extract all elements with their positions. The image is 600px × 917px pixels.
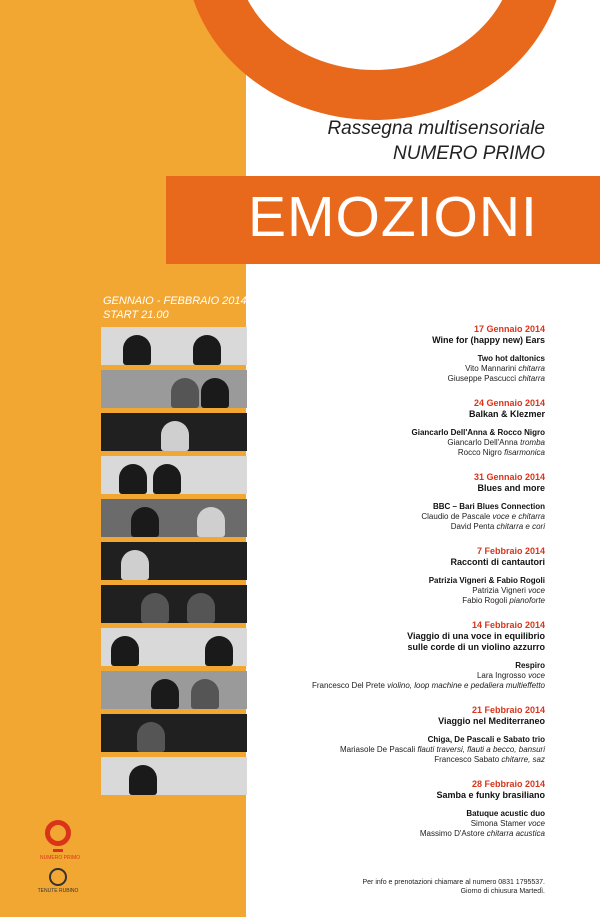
event-item <box>215 705 545 765</box>
event-performer: Vito Mannarini chitarra <box>465 364 545 373</box>
event-performer: Giancarlo Dell'Anna tromba <box>447 438 545 447</box>
period-dates: GENNAIO - FEBBRAIO 2014 <box>103 295 247 307</box>
event-item <box>215 620 545 691</box>
event-title-line-2: sulle corde di un violino azzurro <box>407 642 545 652</box>
event-group: Chiga, De Pascali e Sabato trio <box>427 735 545 744</box>
event-item <box>215 546 545 606</box>
event-title: Balkan & Klezmer <box>468 409 545 419</box>
event-date: 14 Febbraio 2014 <box>471 620 545 630</box>
event-group: BBC – Bari Blues Connection <box>432 502 545 511</box>
event-date: 28 Febbraio 2014 <box>471 779 545 789</box>
event-performer: Rocco Nigro fisarmonica <box>457 448 545 457</box>
event-title: Viaggio di una voce in equilibrio <box>407 631 545 641</box>
subtitle-line-1: Rassegna multisensoriale <box>327 118 545 139</box>
poster-title: EMOZIONI <box>248 185 538 249</box>
event-performer: Simona Stamer voce <box>470 819 545 828</box>
event-group: Respiro <box>515 661 545 670</box>
event-performer: Patrizia Vigneri voce <box>472 586 545 595</box>
event-performer: Fabio Rogoli pianoforte <box>462 596 545 605</box>
event-date: 21 Febbraio 2014 <box>471 705 545 715</box>
event-group: Batuque acustic duo <box>466 809 545 818</box>
footer-line-1: Per info e prenotazioni chiamare al numero 0831 1795537. <box>362 879 545 886</box>
event-item <box>215 779 545 839</box>
event-group: Giancarlo Dell'Anna & Rocco Nigro <box>411 428 545 437</box>
event-group: Patrizia Vigneri & Fabio Rogoli <box>428 576 545 585</box>
footer-info <box>362 878 545 896</box>
event-performer: Lara Ingrosso voce <box>476 671 545 680</box>
period-info <box>103 294 247 322</box>
subtitle-line-2: NUMERO PRIMO <box>393 143 545 164</box>
numero-primo-logo-icon <box>45 820 71 846</box>
event-item <box>215 472 545 532</box>
event-performer: Claudio de Pascale voce e chitarra <box>421 512 545 521</box>
event-performer: Giuseppe Pascucci chitarra <box>447 374 545 383</box>
event-title: Wine for (happy new) Ears <box>432 335 545 345</box>
numero-primo-logo-text: NUMERO PRIMO <box>40 855 80 861</box>
event-title: Blues and more <box>477 483 545 493</box>
event-list <box>215 324 545 853</box>
subtitle <box>327 116 545 166</box>
event-performer: Massimo D'Astore chitarra acustica <box>419 829 545 838</box>
period-start-time: START 21.00 <box>103 309 169 321</box>
event-item <box>215 324 545 384</box>
event-performer: David Penta chitarra e cori <box>450 522 545 531</box>
footer-line-2: Giorno di chiusura Martedì. <box>460 888 545 895</box>
event-title: Samba e funky brasiliano <box>436 790 545 800</box>
event-performer: Francesco Del Prete violino, loop machine e pedaliera multieffetto <box>311 681 545 690</box>
event-title: Racconti di cantautori <box>450 557 545 567</box>
event-group: Two hot daltonics <box>477 354 545 363</box>
event-performer: Francesco Sabato chitarre, saz <box>434 755 545 764</box>
event-date: 31 Gennaio 2014 <box>473 472 545 482</box>
event-date: 7 Febbraio 2014 <box>476 546 545 556</box>
tenute-rubino-logo <box>34 868 82 894</box>
tenute-rubino-logo-text: TENUTE RUBINO <box>37 888 79 894</box>
event-performer: Mariasole De Pascali flauti traversi, flauti a becco, bansuri <box>340 745 545 754</box>
event-date: 17 Gennaio 2014 <box>473 324 545 334</box>
tenute-rubino-logo-icon <box>49 868 67 886</box>
event-date: 24 Gennaio 2014 <box>473 398 545 408</box>
event-item <box>215 398 545 458</box>
numero-primo-logo <box>40 820 80 861</box>
event-title: Viaggio nel Mediterraneo <box>438 716 545 726</box>
